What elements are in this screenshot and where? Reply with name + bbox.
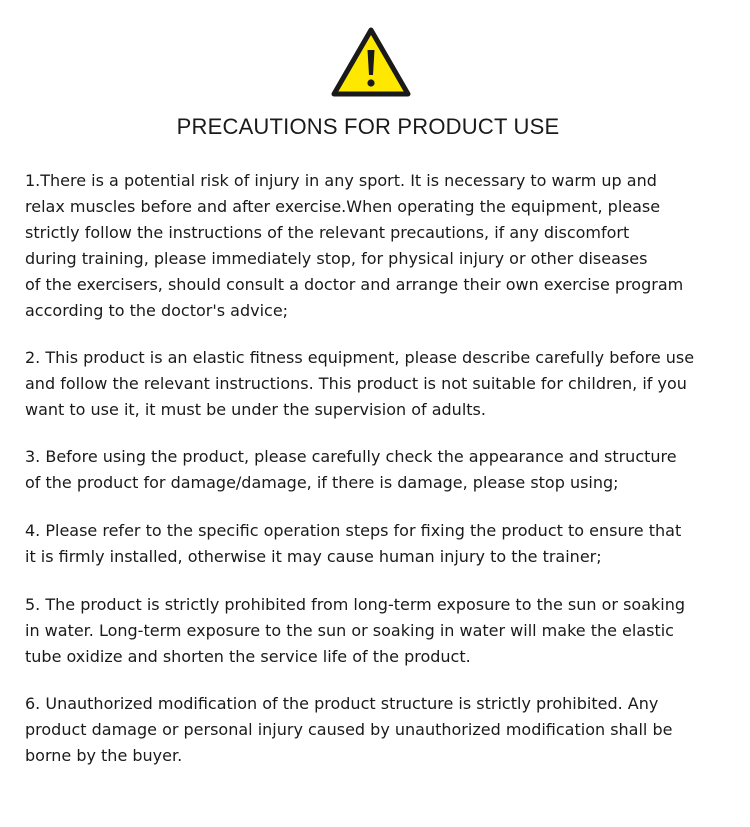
precaution-item-1 (25, 168, 741, 324)
text-line: and follow the relevant instructions. This product is not suitable for children, if you (25, 374, 687, 393)
text-line: it is firmly installed, otherwise it may cause human injury to the trainer; (25, 547, 602, 566)
precaution-item-3 (25, 444, 741, 496)
text-line: in water. Long-term exposure to the sun or soaking in water will make the elastic (25, 621, 674, 640)
precaution-item-2 (25, 345, 741, 423)
text-line: 1.There is a potential risk of injury in any sport. It is necessary to warm up and (25, 171, 657, 190)
page-title: PRECAUTIONS FOR PRODUCT USE (176, 114, 560, 139)
text-line: of the exercisers, should consult a doctor and arrange their own exercise program (25, 275, 684, 294)
text-line: borne by the buyer. (25, 746, 183, 765)
warning-icon (330, 26, 412, 98)
text-line: 2. This product is an elastic fitness equipment, please describe carefully before use (25, 348, 695, 367)
precaution-item-5 (25, 592, 741, 670)
text-line: 5. The product is strictly prohibited from long-term exposure to the sun or soaking (25, 595, 686, 614)
text-line: 3. Before using the product, please carefully check the appearance and structure (25, 447, 677, 466)
text-line: product damage or personal injury caused by unauthorized modification shall be (25, 720, 673, 739)
text-line: want to use it, it must be under the supervision of adults. (25, 400, 486, 419)
text-line: according to the doctor's advice; (25, 301, 289, 320)
text-line: tube oxidize and shorten the service life of the product. (25, 647, 471, 666)
text-line: during training, please immediately stop, for physical injury or other diseases (25, 249, 648, 268)
text-line: strictly follow the instructions of the relevant precautions, if any discomfort (25, 223, 630, 242)
precaution-item-6 (25, 691, 741, 769)
text-line: relax muscles before and after exercise.When operating the equipment, please (25, 197, 661, 216)
precaution-item-4 (25, 518, 741, 570)
text-line: of the product for damage/damage, if there is damage, please stop using; (25, 473, 619, 492)
text-line: 6. Unauthorized modification of the product structure is strictly prohibited. Any (25, 694, 659, 713)
text-line: 4. Please refer to the specific operation steps for fixing the product to ensure that (25, 521, 682, 540)
